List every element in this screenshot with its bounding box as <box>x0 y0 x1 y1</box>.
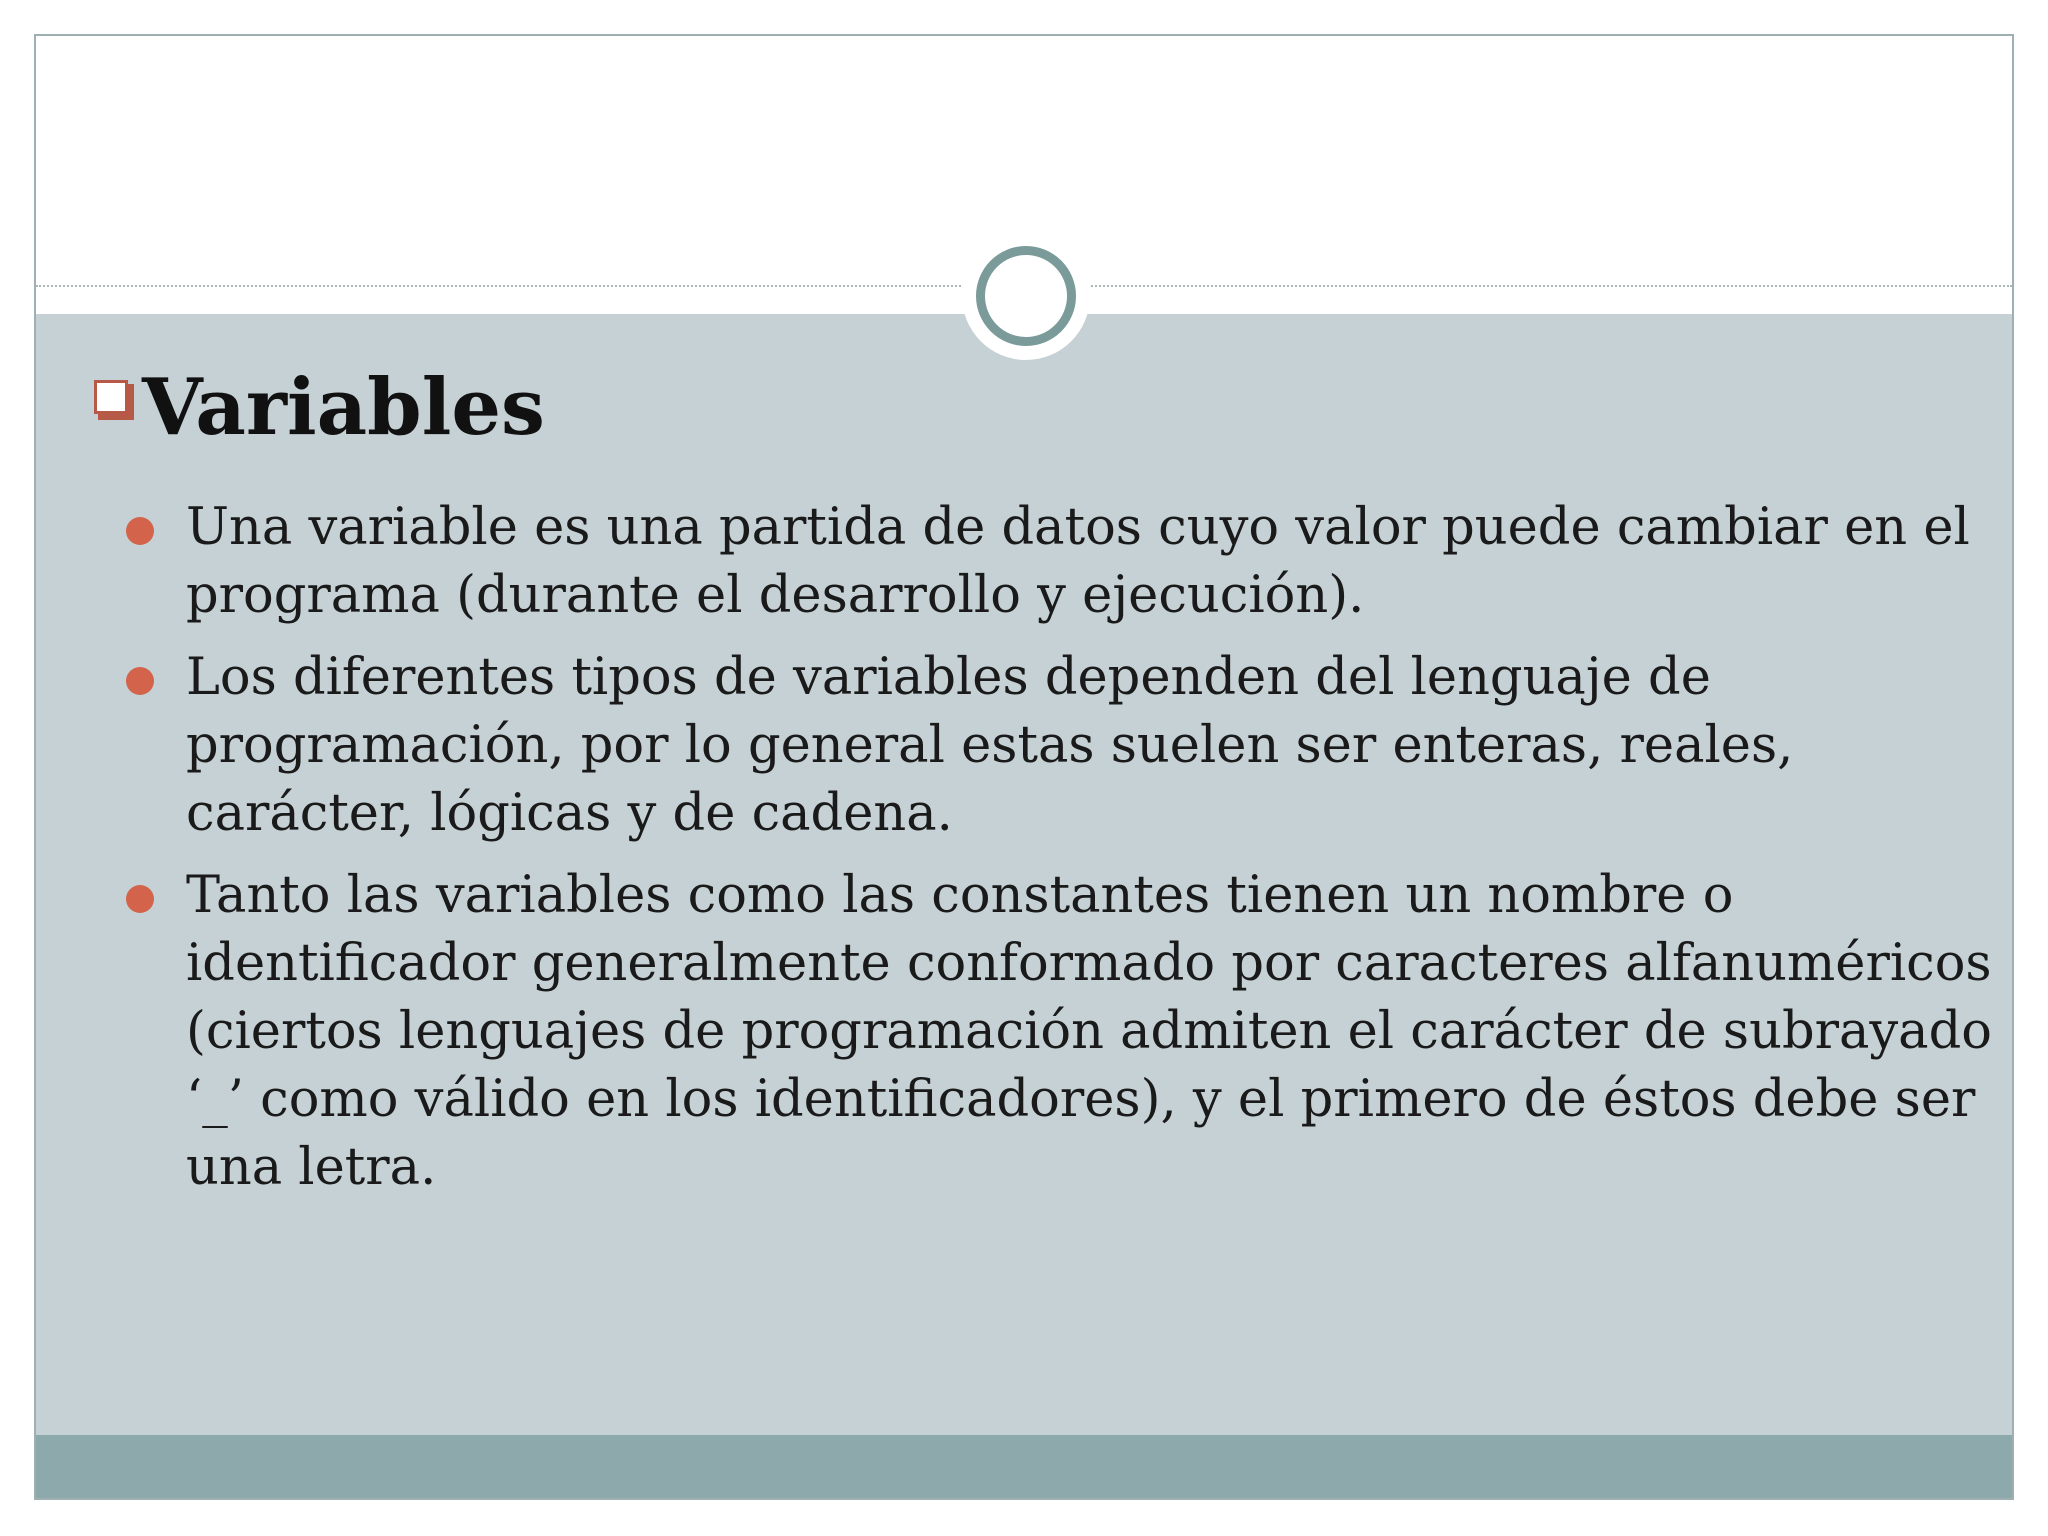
bullet-text: Los diferentes tipos de variables dependen del lenguaje de programación, por lo general estas suelen ser enteras, reales, carácter, lógicas y de cadena. <box>186 648 1794 843</box>
footer-bar <box>36 1435 2012 1500</box>
bullet-text: Tanto las variables como las constantes tienen un nombre o identificador generalmente conformado por caracteres alfanuméricos (ciertos lenguajes de programación admiten el carácter de subrayado ‘_’ como válido en los identificadores), y el primero de éstos debe ser una letra. <box>186 866 1992 1197</box>
circle-bullet-icon <box>126 667 154 695</box>
slide-title: Variables <box>142 362 545 453</box>
ring-icon <box>976 246 1076 346</box>
bullet-item <box>122 862 2002 1202</box>
bullet-item <box>122 494 2002 630</box>
bullet-list <box>122 494 2002 1216</box>
circle-bullet-icon <box>126 885 154 913</box>
slide <box>34 34 2014 1500</box>
bullet-text: Una variable es una partida de datos cuyo valor puede cambiar en el programa (durante el desarrollo y ejecución). <box>186 498 1970 625</box>
square-checkbox-icon <box>94 380 138 424</box>
title-row <box>94 358 545 458</box>
circle-bullet-icon <box>126 517 154 545</box>
bullet-item <box>122 644 2002 848</box>
